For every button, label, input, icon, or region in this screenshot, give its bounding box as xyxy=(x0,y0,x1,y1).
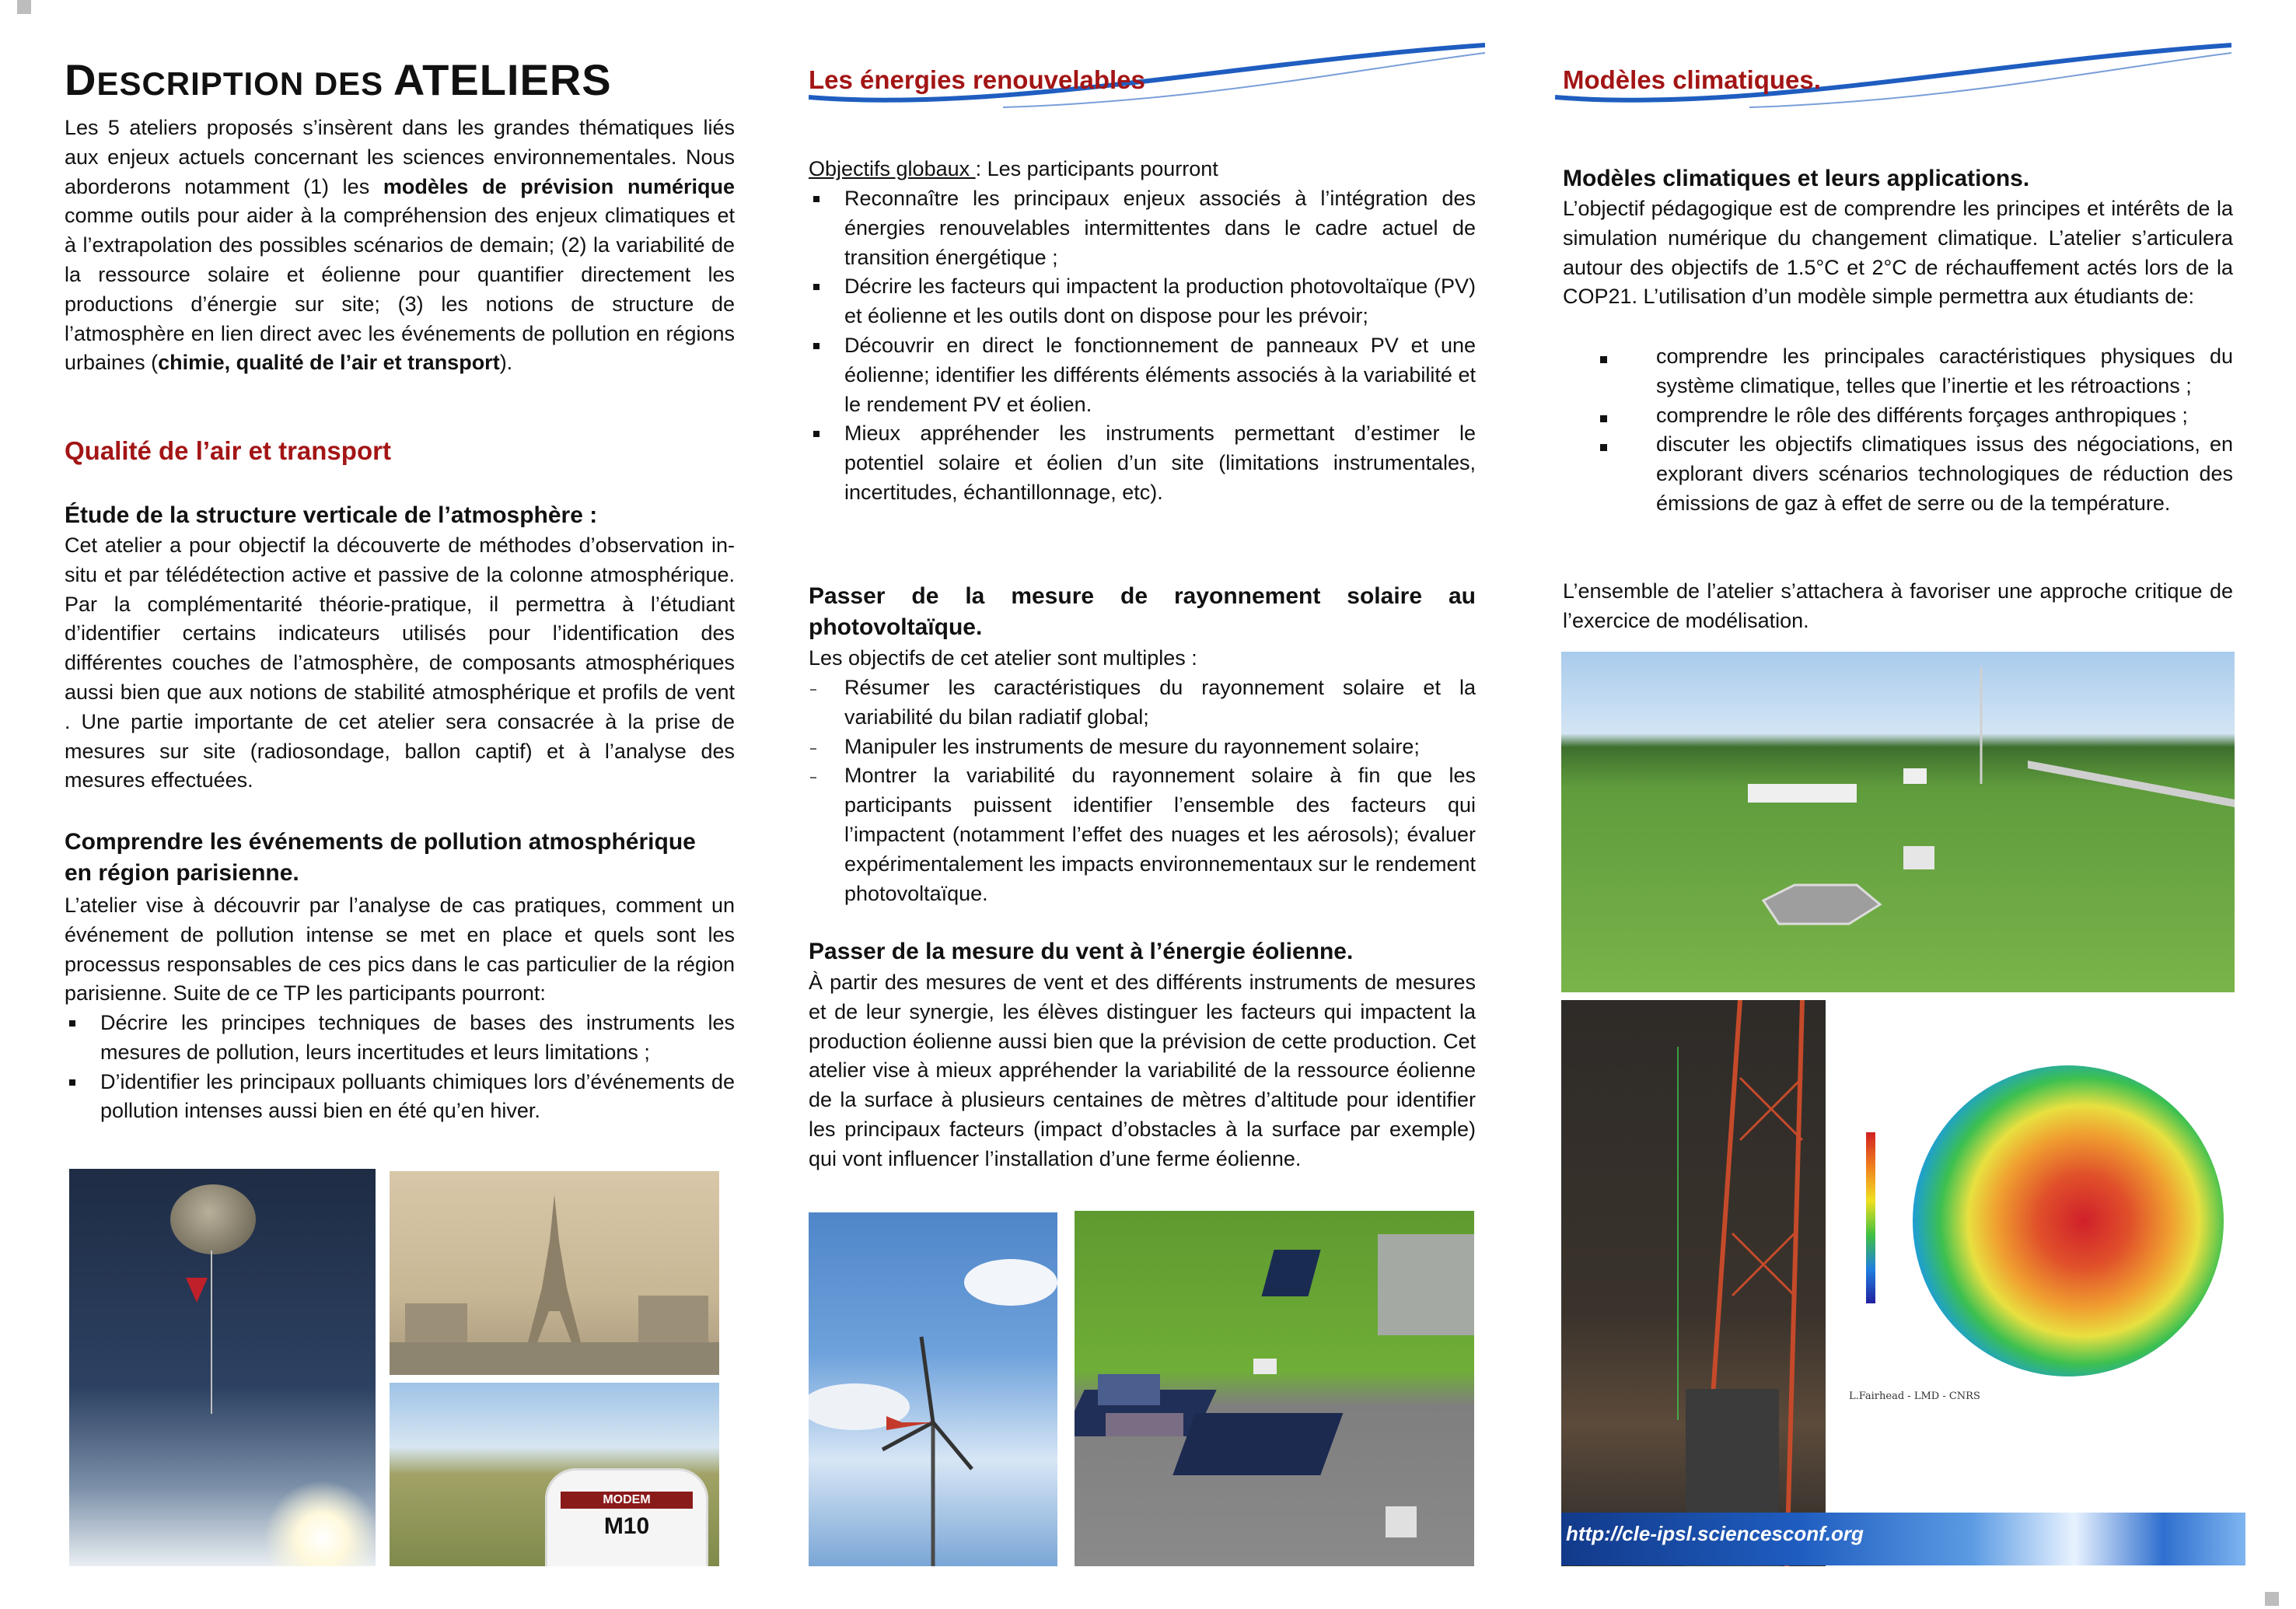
objectives-bullet-list xyxy=(809,184,1476,508)
column-climate-models xyxy=(1563,0,2233,1609)
subtitle-pollution-events xyxy=(65,827,735,889)
climate-bullet-list xyxy=(1563,342,2233,519)
website-url-link[interactable]: http://cle-ipsl.sciencesconf.org xyxy=(1566,1522,1864,1545)
photo-observatory-site xyxy=(1561,652,2235,992)
page-title xyxy=(65,54,612,105)
list-item: Montrer la variabilité du rayonnement solaire à fin que les participants puissent identifier l’ensemble des facteurs qui l’impactent (notamment l’effet des nuages et les aérosols); évaluer expérimentalement les impacts environnementaux sur le rendement photovoltaïque. xyxy=(809,761,1476,908)
list-item: Mieux appréhender les instruments permettant d’estimer le potentiel solaire et éolien d’un site (limitations instrumentales, incertitudes, échantillonnage, etc). xyxy=(809,419,1476,507)
list-item: Manipuler les instruments de mesure du rayonnement solaire; xyxy=(809,733,1476,762)
intro-bold-text: chimie, qualité de l’air et transport xyxy=(158,351,500,375)
photo-wind-turbine xyxy=(809,1212,1057,1566)
objectives-label: Objectifs globaux xyxy=(809,157,976,180)
eiffel-tower-silhouette xyxy=(390,1171,719,1375)
photo-paris-smog xyxy=(390,1171,719,1375)
solar-dash-list xyxy=(809,673,1476,908)
balloon-line xyxy=(211,1250,212,1414)
subtitle-vertical-structure: Étude de la structure verticale de l’atmosphère : xyxy=(65,502,598,528)
model-credit: L.Fairhead - LMD - CNRS xyxy=(1849,1390,1980,1402)
photo-balloon-sounding xyxy=(69,1169,376,1566)
list-item: Découvrir en direct le fonctionnement de panneaux PV et une éolienne; identifier les différents éléments associés à la variabilité et le rendement PV et éolien. xyxy=(809,331,1476,419)
intro-paragraph xyxy=(65,114,735,378)
page-corner-mark xyxy=(2265,1592,2279,1606)
objectives-intro xyxy=(809,155,1476,184)
sonde-label: M10 xyxy=(603,1513,650,1539)
parachute-shape xyxy=(186,1278,208,1303)
photo-lidar-tower xyxy=(1561,1000,1826,1566)
subtitle-line: en région parisienne. xyxy=(65,860,299,886)
list-item: comprendre le rôle des différents forçages anthropiques ; xyxy=(1563,401,2233,431)
tower-drawing xyxy=(1561,1000,1826,1566)
title-small-caps: ESCRIPTION DES xyxy=(96,65,393,102)
color-scale-bar xyxy=(1866,1132,1875,1303)
balloon-shape xyxy=(170,1184,256,1254)
globe-shape xyxy=(1913,1065,2224,1376)
photo-radiosonde-field xyxy=(390,1383,719,1566)
subtitle-wind: Passer de la mesure du vent à l’énergie éolienne. xyxy=(809,939,1354,964)
subtitle-climate-models: Modèles climatiques et leurs applications. xyxy=(1563,166,2030,191)
subtitle-line: Comprendre les événements de pollution atmosphérique xyxy=(65,829,696,855)
page-corner-mark xyxy=(17,0,31,14)
sun-glare xyxy=(264,1480,376,1566)
list-item: comprendre les principales caractéristiques physiques du système climatique, telles que l’inertie et les rétroactions ; xyxy=(1563,342,2233,401)
pv-panels-drawing xyxy=(1075,1211,1474,1566)
list-item: Décrire les facteurs qui impactent la production photovoltaïque (PV) et éolienne et les outils dont on dispose pour les prévoir; xyxy=(809,272,1476,331)
intro-text: ). xyxy=(499,351,513,375)
paragraph-climate-models: L’objectif pédagogique est de comprendre les principes et intérêts de la simulation numérique du changement climatique. L’atelier s’articulera autour des objectifs de 1.5°C et 2°C de réchauffement actés lors de la COP21. L’utilisation d’un modèle simple permettra aux étudiants de: xyxy=(1563,197,2233,309)
paragraph-wind: À partir des mesures de vent et des différents instruments de mesures et de leur synergie, les élèves distinguer les facteurs qui impactent la production éolienne aussi bien que la prévision de cette production. Cet atelier vise à mieux appréhender la variabilité de la ressource éolienne de la surface à plusieurs centaines de mètres d’altitude pour identifier les principaux facteurs (impact d’obstacles à la surface par exemple) qui vont influencer l’installation d’une ferme éolienne. xyxy=(809,971,1476,1170)
subtitle-solar-pv: Passer de la mesure de rayonnement solaire au photovoltaïque. xyxy=(809,583,1476,640)
title-ending: ATELIERS xyxy=(393,55,612,104)
intro-bold-text: modèles de prévision numérique xyxy=(383,174,735,198)
photo-pv-panels xyxy=(1075,1211,1474,1566)
observatory-drawing xyxy=(1561,652,2235,992)
paragraph-solar-pv: Les objectifs de cet atelier sont multiples : xyxy=(809,646,1197,670)
section-title-renewables: Les énergies renouvelables xyxy=(809,65,1145,94)
objectives-text: : Les participants pourront xyxy=(975,157,1218,180)
paragraph-climate-conclusion: L’ensemble de l’atelier s’attachera à favoriser une approche critique de l’exercice de modélisation. xyxy=(1563,579,2233,632)
list-item: Reconnaître les principaux enjeux associés à l’intégration des énergies renouvelables intermittentes dans le cadre actuel de transition énergétique ; xyxy=(809,184,1476,272)
section-title-air-quality: Qualité de l’air et transport xyxy=(65,436,391,465)
list-item: D’identifier les principaux polluants chimiques lors d’événements de pollution intenses aussi bien en été qu’en hiver. xyxy=(65,1068,735,1127)
list-item: discuter les objectifs climatiques issus des négociations, en explorant divers scénarios technologiques de réduction des émissions de gaz à effet de serre ou de la température. xyxy=(1563,430,2233,518)
sonde-brand: MODEM xyxy=(561,1492,693,1509)
paragraph-vertical-structure: Cet atelier a pour objectif la découverte de méthodes d’observation in-situ et par télédétection active et passive de la colonne atmosphérique. Par la complémentarité théorie-pratique, il permettra à l’étudiant d’identifier certains indicateurs utilisés pour l’identification des différentes couches de l’atmosphère, de composants atmosphériques aussi bien que aux notions de stabilité atmosphérique et profils de vent . Une partie importante de cet atelier sera consacrée à la prise de mesures sur site (radiosondage, ballon captif) et à l’analyse des mesures effectuées. xyxy=(65,533,735,792)
turbine-silhouette xyxy=(809,1212,1057,1566)
list-item: Résumer les caractéristiques du rayonnement solaire et la variabilité du bilan radiatif global; xyxy=(809,673,1476,733)
section-title-climate-models: Modèles climatiques. xyxy=(1563,65,1821,94)
paragraph-pollution-events: L’atelier vise à découvrir par l’analyse de cas pratiques, comment un événement de pollution intense se met en place et quels sont les processus responsables de ces pics dans le cas particulier de la région parisienne. Suite de ce TP les participants pourront: xyxy=(65,894,735,1006)
column-renewables xyxy=(809,0,1476,1609)
pollution-bullet-list xyxy=(65,1009,735,1126)
radiosonde-device xyxy=(545,1468,708,1566)
intro-text: Les 5 ateliers proposés s’insèrent dans les grandes thématiques liés aux enjeux actuels concernant les sciences environnementales. Nous aborderons notamment (1) les xyxy=(65,116,735,198)
image-climate-model-globe xyxy=(1843,1042,2235,1415)
title-initial: D xyxy=(65,55,97,104)
column-air-quality xyxy=(65,0,735,1609)
list-item: Décrire les principes techniques de bases des instruments les mesures de pollution, leurs incertitudes et leurs limitations ; xyxy=(65,1009,735,1068)
intro-text: comme outils pour aider à la compréhension des enjeux climatiques et à l’extrapolation des possibles scénarios de demain; (2) la variabilité de la ressource solaire et éolienne pour quantifier directement les productions d’énergie sur site; (3) les notions de structure de l’atmosphère en lien direct avec les événements de pollution en régions urbaines ( xyxy=(65,204,735,375)
website-url-banner[interactable] xyxy=(1561,1513,2245,1565)
